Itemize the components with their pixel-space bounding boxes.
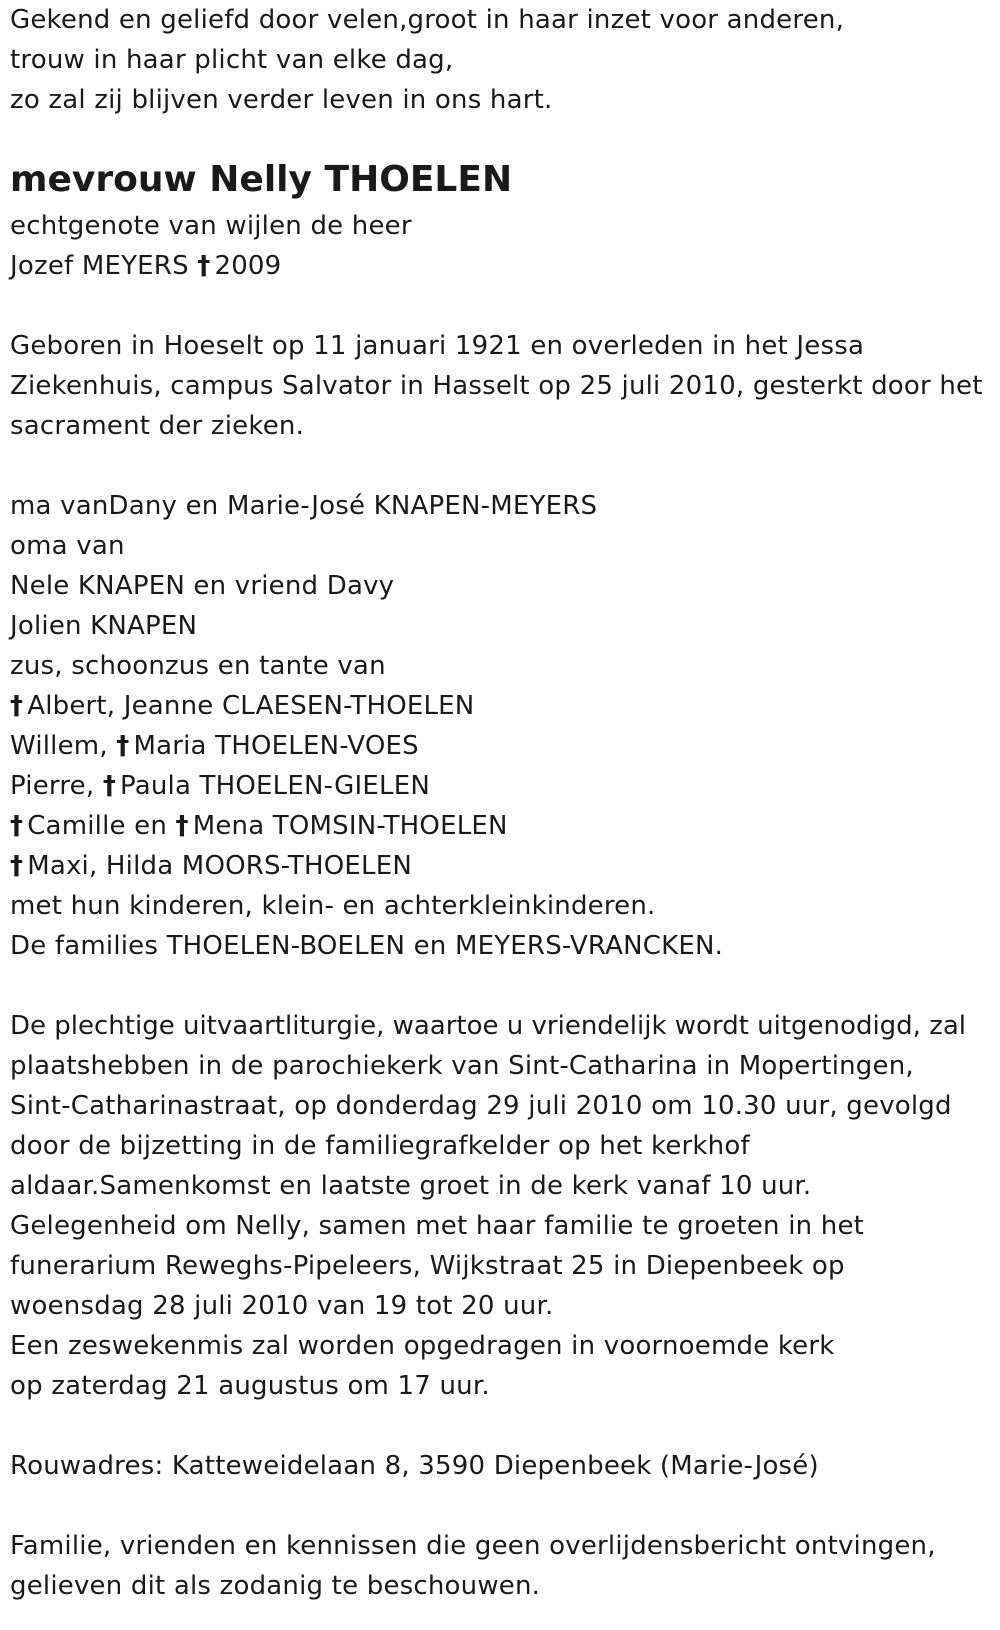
verse-line: trouw in haar plicht van elke dag,: [10, 45, 454, 75]
spouse-name: Jozef MEYERS: [10, 251, 189, 281]
grandchild: Nele KNAPEN en vriend Davy: [10, 571, 395, 601]
spouse-line: [10, 246, 995, 286]
sibling-line: Willem, † Maria THOELEN-VOES: [10, 726, 995, 766]
ceremony-line: De plechtige uitvaartliturgie, waartoe u vriendelijk wordt uitgenodigd, zal: [10, 1011, 967, 1041]
ceremony-line: woensdag 28 juli 2010 van 19 tot 20 uur.: [10, 1291, 554, 1321]
mother-of: ma vanDany en Marie-José KNAPEN-MEYERS: [10, 491, 598, 521]
deceased-name: mevrouw Nelly THOELEN: [10, 159, 513, 200]
family-block: [10, 486, 995, 966]
cross-icon: †: [197, 251, 211, 281]
grandmother-label: oma van: [10, 531, 125, 561]
ceremony-line: op zaterdag 21 augustus om 17 uur.: [10, 1371, 490, 1401]
cross-icon: †: [10, 851, 24, 881]
ceremony-line: Gelegenheid om Nelly, samen met haar familie te groeten in het: [10, 1211, 865, 1241]
obituary-notice: [10, 0, 995, 1606]
sibling-line: † Albert, Jeanne CLAESEN-THOELEN: [10, 686, 995, 726]
closing-line: Familie, vrienden en kennissen die geen overlijdensbericht ontvingen,: [10, 1531, 936, 1561]
verse-line: Gekend en geliefd door velen,groot in haar inzet voor anderen,: [10, 5, 845, 35]
siblings-label: zus, schoonzus en tante van: [10, 651, 386, 681]
sibling-line: † Camille en † Mena TOMSIN-THOELEN: [10, 806, 995, 846]
cross-icon: †: [10, 691, 24, 721]
verse-line: zo zal zij blijven verder leven in ons hart.: [10, 85, 553, 115]
ceremony-block: [10, 1006, 995, 1406]
spouse-block: [10, 206, 995, 286]
mourning-address: Rouwadres: Katteweidelaan 8, 3590 Diepenbeek (Marie-José): [10, 1451, 819, 1481]
birth-death-line: Geboren in Hoeselt op 11 januari 1921 en overleden in het Jessa: [10, 331, 865, 361]
ceremony-line: plaatshebben in de parochiekerk van Sint-Catharina in Mopertingen,: [10, 1051, 914, 1081]
cross-icon: †: [175, 811, 189, 841]
closing-block: [10, 1526, 995, 1606]
cross-icon: †: [116, 731, 130, 761]
verse: [10, 0, 995, 120]
ceremony-line: Sint-Catharinastraat, op donderdag 29 juli 2010 om 10.30 uur, gevolgd: [10, 1091, 952, 1121]
grandchild: Jolien KNAPEN: [10, 611, 198, 641]
birth-death-block: [10, 326, 995, 446]
ceremony-line: door de bijzetting in de familiegrafkelder op het kerkhof: [10, 1131, 750, 1161]
birth-death-line: Ziekenhuis, campus Salvator in Hasselt op 25 juli 2010, gesterkt door het: [10, 371, 983, 401]
families-line: De families THOELEN-BOELEN en MEYERS-VRANCKEN.: [10, 931, 724, 961]
ceremony-line: Een zeswekenmis zal worden opgedragen in voornoemde kerk: [10, 1331, 835, 1361]
ceremony-line: funerarium Reweghs-Pipeleers, Wijkstraat 25 in Diepenbeek op: [10, 1251, 845, 1281]
spouse-intro: echtgenote van wijlen de heer: [10, 211, 412, 241]
descendants-line: met hun kinderen, klein- en achterkleinkinderen.: [10, 891, 656, 921]
cross-icon: †: [102, 771, 117, 801]
closing-line: gelieven dit als zodanig te beschouwen.: [10, 1571, 541, 1601]
spouse-death-year: 2009: [214, 251, 282, 281]
sibling-line: Pierre, † Paula THOELEN-GIELEN: [10, 766, 995, 806]
sibling-line: † Maxi, Hilda MOORS-THOELEN: [10, 846, 995, 886]
birth-death-line: sacrament der zieken.: [10, 411, 305, 441]
cross-icon: †: [10, 811, 24, 841]
ceremony-line: aldaar.Samenkomst en laatste groet in de kerk vanaf 10 uur.: [10, 1171, 812, 1201]
